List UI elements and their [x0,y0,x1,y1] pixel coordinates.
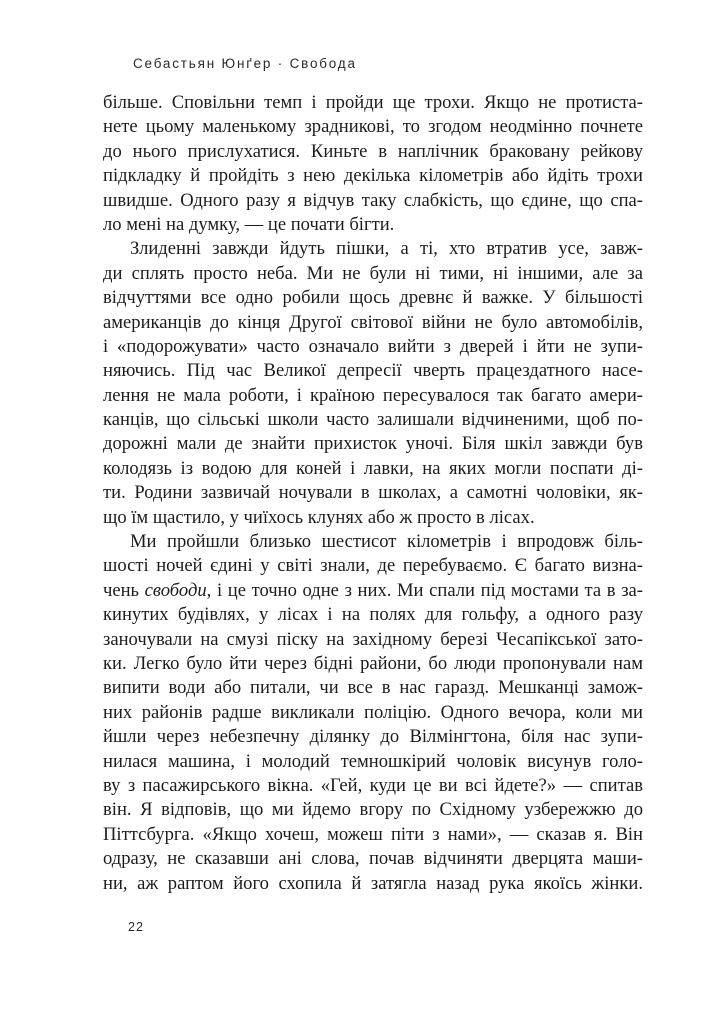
text-line: колодязь із водою для коней і лавки, на яких могли поспати ді- [103,457,643,479]
paragraph-1 [103,91,643,237]
text-line: більше. Сповільни темп і пройди ще трохи. Якщо не протиста- [103,92,643,113]
text-line: нилася машина, і молодий темношкірий чоловік висунув голо- [103,750,643,772]
text-line: швидше. Одного разу я відчув таку слабкість, що єдине, що спа- [103,189,643,211]
text-line: випити води або питали, чи все в нас гаразд. Мешканці замож- [103,677,643,699]
text-line: ло мені на думку, — це почати бігти. [103,213,395,235]
text-line: кинутих будівлях, у лісах і на полях для гольфу, а одного разу [103,604,643,626]
text-line: він. Я відповів, що ми йдемо вгору по Східному узбережжю до [103,799,643,821]
running-header: Себастьян Юнґер · Свобода [133,56,357,71]
page-number: 22 [128,920,144,934]
text-line: них районів радше викликали поліцію. Одного вечора, коли ми [103,701,643,723]
text-line: ни, аж раптом його схопила й затягла назад рука якоїсь жінки. [103,872,643,894]
text-line: американців до кінця Другої світової війни не було автомобілів, [103,311,643,333]
text-line: ти. Родини зазвичай ночували в школах, а самотні чоловіки, як- [103,482,643,504]
paragraph-2 [103,237,643,530]
text-line: ву з пасажирського вікна. «Гей, куди це ви всі йдете?» — спитав [103,774,643,796]
text-line: нете цьому маленькому зрадникові, то згодом неодмінно почнете [103,116,643,138]
text-line: одразу, не сказавши ані слова, почав відчиняти дверцята маши- [103,848,643,870]
text-line: і «подорожувати» часто означало вийти з дверей і йти не зупи- [103,335,643,357]
text-line: йшли через небезпечну ділянку до Вілмінгтона, біля нас зупи- [103,726,643,748]
text-line: чень свободи, і це точно одне з них. Ми спали під мостами та в за- [103,579,643,601]
text-line: підкладку й пройдіть з нею декілька кілометрів або йдіть трохи [103,165,643,187]
text-line: Злиденні завжди йдуть пішки, а ті, хто втратив усе, завж- [130,238,643,260]
body-text [103,91,643,896]
text-line: дорожні мали де знайти прихисток уночі. Біля шкіл завжди був [103,433,643,455]
text-line: відчуттями все одно робили щось древнє й важке. У більшості [103,287,643,309]
text-line: ки. Легко було йти через бідні райони, бо люди пропонували нам [103,652,643,674]
paragraph-3 [103,530,643,896]
text-line: Піттсбурга. «Якщо хочеш, можеш піти з нами», — сказав я. Він [103,823,643,845]
text-line: канців, що сільські школи часто залишали відчиненими, щоб по- [103,409,643,431]
text-line: ди сплять просто неба. Ми не були ні тими, ні іншими, але за [103,262,643,284]
text-line: Ми пройшли близько шестисот кілометрів і впродовж біль- [130,531,643,553]
text-line: лення не мала роботи, і країною пересувалося так багато амери- [103,384,643,406]
text-line: шості ночей єдині у світі знали, де перебуваємо. Є багато визна- [103,555,643,577]
text-line: до нього прислухатися. Киньте в наплічник браковану рейкову [103,140,643,162]
text-line: заночували на смузі піску на західному березі Чесапікської зато- [103,628,643,650]
text-line: що їм щастило, у чиїхось клунях або ж просто в лісах. [103,506,535,528]
text-line: няючись. Під час Великої депресії чверть працездатного насе- [103,360,643,382]
